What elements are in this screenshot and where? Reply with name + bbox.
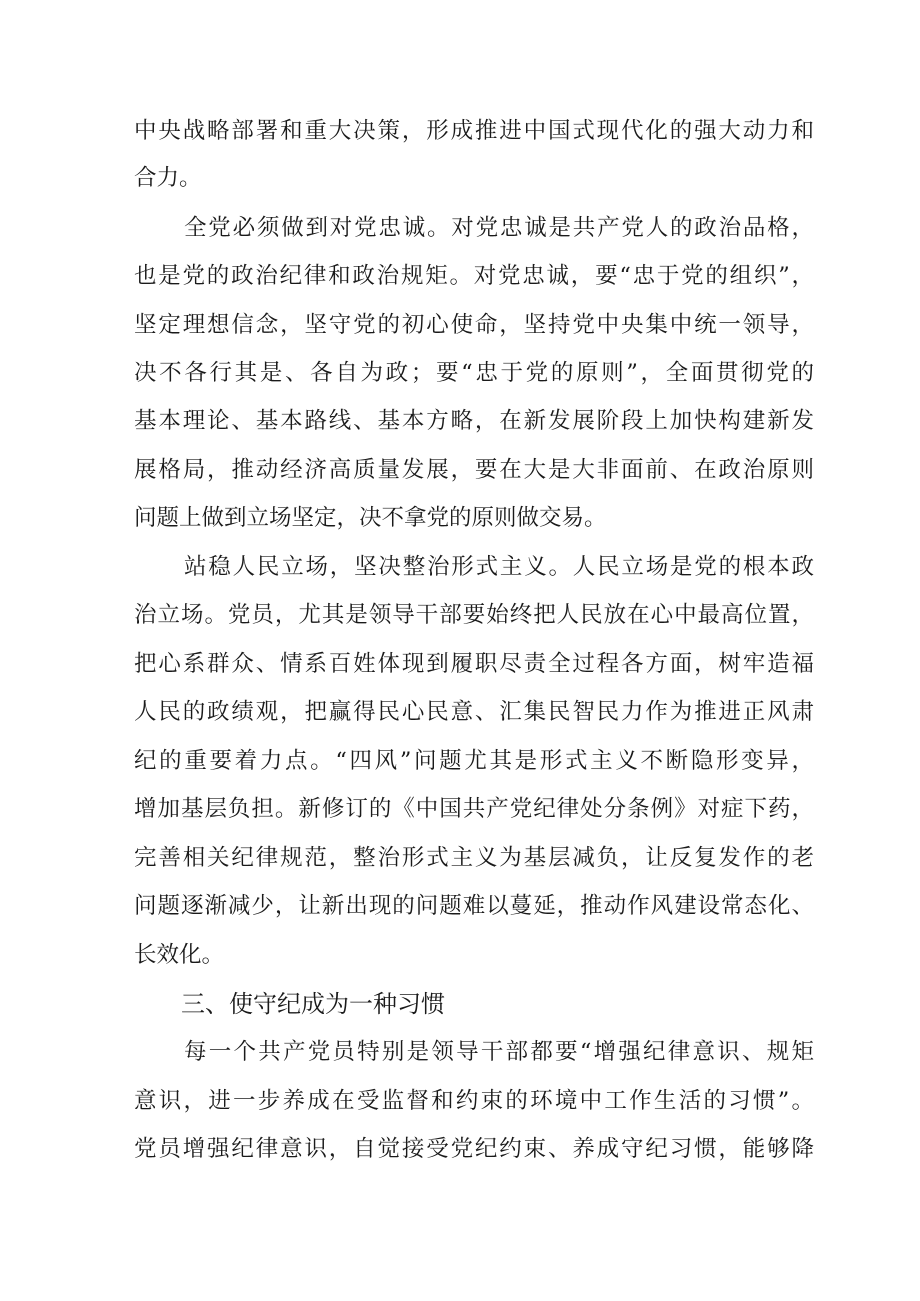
- text-line: 展格局，推动经济高质量发展，要在大是大非面前、在政治原则: [134, 457, 814, 483]
- text-line: 人民的政绩观，把赢得民心民意、汇集民智民力作为推进正风肃: [134, 699, 814, 725]
- section-heading: 三、使守纪成为一种习惯: [181, 990, 445, 1018]
- text-line: 把心系群众、情系百姓体现到履职尽责全过程各方面，树牢造福: [134, 651, 814, 677]
- text-line: 治立场。党员，尤其是领导干部要始终把人民放在心中最高位置，: [134, 602, 814, 628]
- paragraph-first-line: 每一个共产党员特别是领导干部都要“增强纪律意识、规矩: [184, 1039, 814, 1065]
- text-line: 中央战略部署和重大决策，形成推进中国式现代化的强大动力和: [134, 118, 814, 144]
- text-line: 党员增强纪律意识，自觉接受党纪约束、养成守纪习惯，能够降: [134, 1136, 814, 1162]
- paragraph-first-line: 站稳人民立场，坚决整治形式主义。人民立场是党的根本政: [184, 554, 814, 580]
- text-line: 意识，进一步养成在受监督和约束的环境中工作生活的习惯”。: [134, 1088, 814, 1114]
- text-line: 决不各行其是、各自为政；要“忠于党的原则”，全面贯彻党的: [134, 360, 814, 386]
- text-line: 基本理论、基本路线、基本方略，在新发展阶段上加快构建新发: [134, 408, 814, 434]
- text-line: 合力。: [134, 165, 202, 191]
- text-line: 坚定理想信念，坚守党的初心使命，坚持党中央集中统一领导，: [134, 312, 814, 338]
- text-line: 问题上做到立场坚定，决不拿党的原则做交易。: [134, 505, 607, 531]
- text-line: 纪的重要着力点。“四风”问题尤其是形式主义不断隐形变异，: [134, 748, 814, 774]
- text-line: 问题逐渐减少，让新出现的问题难以蔓延，推动作风建设常态化、: [134, 893, 814, 919]
- text-line: 增加基层负担。新修订的《中国共产党纪律处分条例》对症下药，: [134, 796, 814, 822]
- text-line: 完善相关纪律规范，整治形式主义为基层减负，让反复发作的老: [134, 845, 814, 871]
- paragraph-first-line: 全党必须做到对党忠诚。对党忠诚是共产党人的政治品格，: [184, 215, 814, 241]
- text-line: 长效化。: [134, 942, 225, 968]
- text-line: 也是党的政治纪律和政治规矩。对党忠诚，要“忠于党的组织”，: [134, 263, 814, 289]
